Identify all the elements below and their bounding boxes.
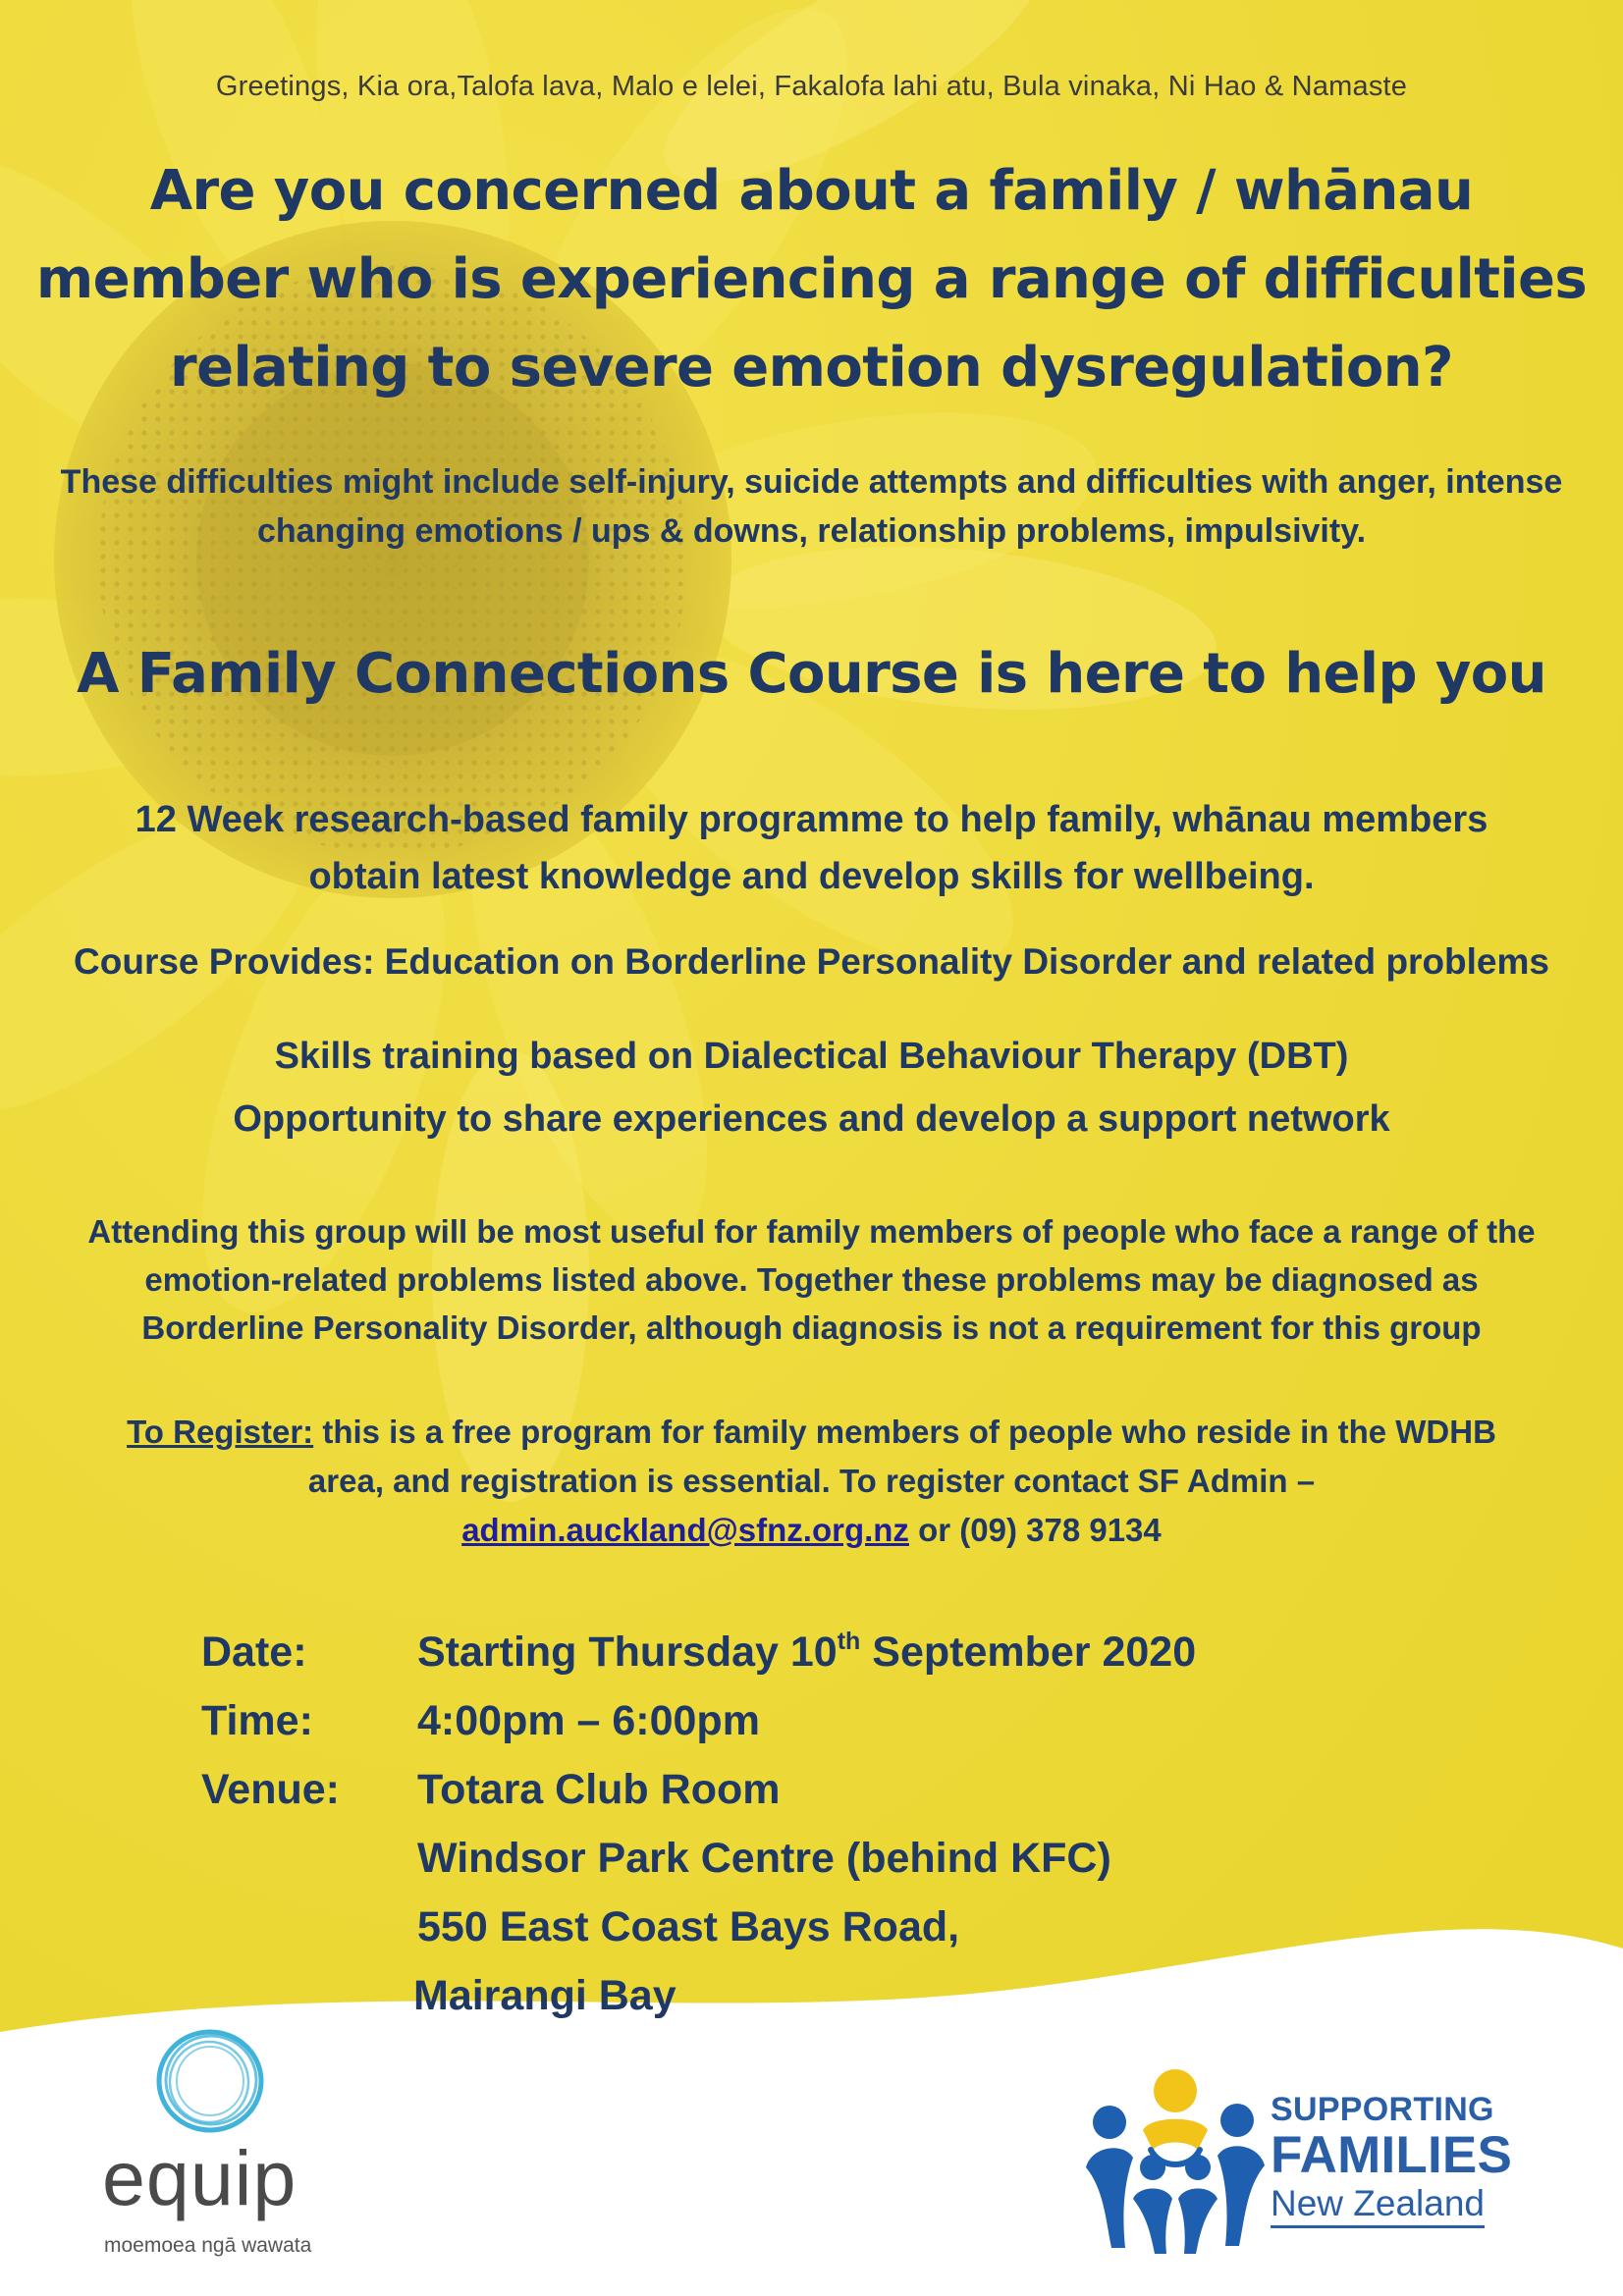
venue-row-3 <box>201 1893 1281 1961</box>
program-line-2: obtain latest knowledge and develop skills for wellbeing. <box>308 856 1315 897</box>
headline-line-2: member who is experiencing a range of difficulties <box>35 247 1588 311</box>
attending-line-3: Borderline Personality Disorder, although diagnosis is not a requirement for this group <box>141 1309 1482 1346</box>
venue-row-4 <box>201 1961 1281 2030</box>
greeting-line: Greetings, Kia ora,Talofa lava, Malo e lelei, Fakalofa lahi atu, Bula vinaka, Ni Hao & Namaste <box>215 71 1408 102</box>
equip-circle-icon <box>151 2022 269 2140</box>
equip-wordmark: equip <box>102 2134 298 2221</box>
date-value <box>417 1618 1281 1686</box>
provides-item-skills: Skills training based on Dialectical Behaviour Therapy (DBT) <box>274 1036 1349 1077</box>
supporting-families-text <box>1271 2091 1512 2228</box>
register-line-3 <box>0 1506 1623 1555</box>
time-row <box>201 1686 1281 1755</box>
equip-tagline: moemoea ngā wawata <box>104 2234 312 2257</box>
time-value: 4:00pm – 6:00pm <box>417 1697 760 1744</box>
date-row <box>201 1618 1281 1686</box>
venue-spacer-2 <box>201 1893 417 1961</box>
difficulties-line-2: changing emotions / ups & downs, relationship problems, impulsivity. <box>256 512 1367 550</box>
date-value-month: September 2020 <box>860 1629 1197 1676</box>
attending-line-1: Attending this group will be most useful for family members of people who face a range of the <box>87 1213 1536 1250</box>
venue-line-4: Mairangi Bay <box>413 1972 676 2019</box>
time-label: Time: <box>201 1697 313 1744</box>
register-line-1 <box>0 1408 1623 1457</box>
phone-text: or (09) 378 9134 <box>908 1512 1162 1548</box>
email-link[interactable]: admin.auckland@sfnz.org.nz <box>461 1512 909 1548</box>
attending-info <box>0 1207 1623 1352</box>
register-line-1-text: this is a free program for family members of people who reside in the WDHB <box>313 1414 1496 1450</box>
venue-row <box>201 1755 1281 1824</box>
register-info <box>0 1408 1623 1555</box>
course-provides-list <box>0 1025 1623 1150</box>
sf-supporting: SUPPORTING <box>1271 2091 1494 2128</box>
venue-line-1: Totara Club Room <box>417 1766 781 1813</box>
difficulties-line-1: These difficulties might include self-injury, suicide attempts and difficulties with anger, intense <box>60 463 1563 501</box>
course-provides-heading: Course Provides: Education on Borderline Personality Disorder and related problems <box>74 941 1549 982</box>
headline-line-1: Are you concerned about a family / whānau <box>149 159 1474 223</box>
provides-item-opportunity: Opportunity to share experiences and develop a support network <box>233 1098 1390 1140</box>
program-description <box>0 791 1623 905</box>
course-banner: A Family Connections Course is here to help you <box>77 642 1546 706</box>
difficulties-description <box>0 457 1623 556</box>
date-value-main: Starting Thursday 10 <box>417 1629 838 1676</box>
sf-families: FAMILIES <box>1271 2126 1513 2184</box>
date-value-suffix: th <box>837 1627 861 1655</box>
date-label: Date: <box>201 1629 307 1676</box>
headline-line-3: relating to severe emotion dysregulation? <box>170 336 1453 400</box>
headline <box>0 147 1623 412</box>
venue-label: Venue: <box>201 1766 340 1813</box>
supporting-families-logo <box>1082 2052 1514 2268</box>
register-line-2: area, and registration is essential. To register contact SF Admin – <box>307 1463 1316 1499</box>
venue-line-3: 550 East Coast Bays Road, <box>417 1903 960 1950</box>
equip-logo <box>94 2020 350 2256</box>
event-details <box>201 1618 1281 2030</box>
family-figures-icon <box>1082 2052 1269 2258</box>
sf-new-zealand: New Zealand <box>1271 2183 1485 2228</box>
program-line-1: 12 Week research-based family programme to help family, whānau members <box>135 799 1488 840</box>
venue-line-2: Windsor Park Centre (behind KFC) <box>417 1835 1111 1882</box>
register-label: To Register: <box>127 1414 314 1450</box>
venue-row-2 <box>201 1824 1281 1893</box>
attending-line-2: emotion-related problems listed above. Together these problems may be diagnosed as <box>144 1261 1479 1298</box>
venue-spacer-1 <box>201 1824 417 1893</box>
